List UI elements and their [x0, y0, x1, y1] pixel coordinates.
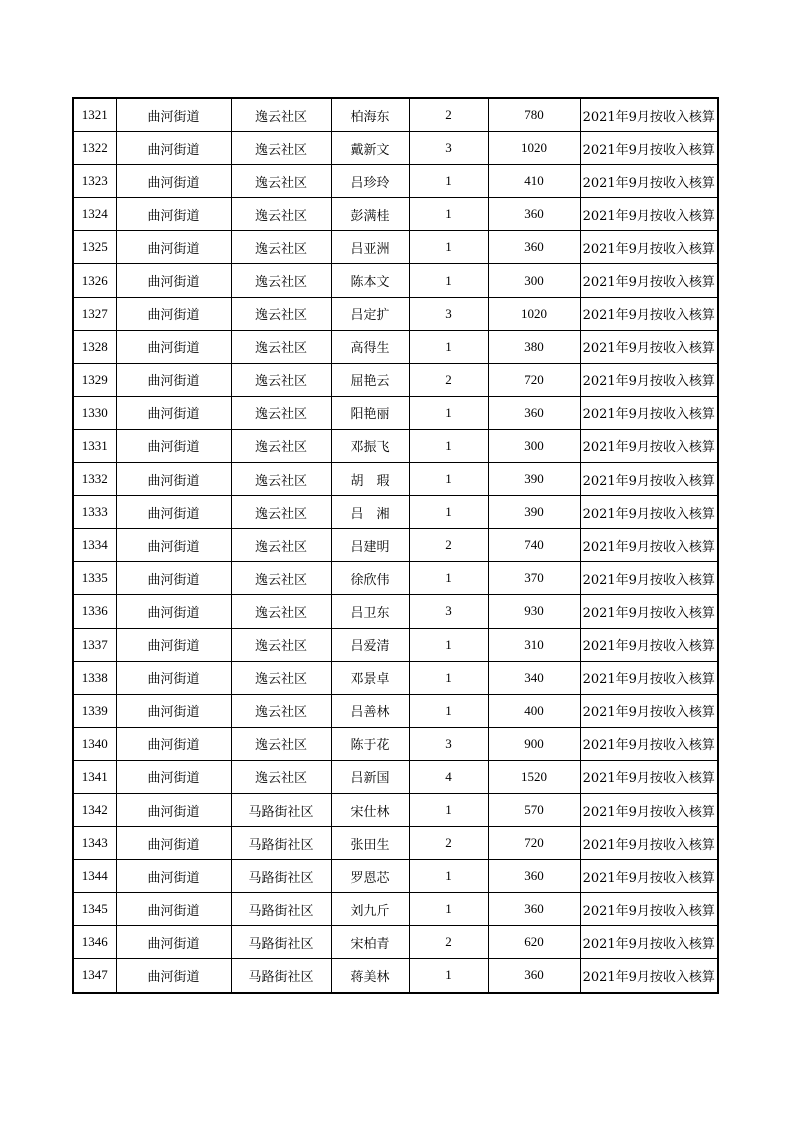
cell-person-name: 阳艳丽 [331, 396, 409, 429]
cell-note: 2021年9月按收入核算 [580, 893, 718, 926]
table-row [73, 231, 718, 264]
cell-amount: 340 [488, 661, 580, 694]
cell-person-name: 吕爱清 [331, 628, 409, 661]
cell-note: 2021年9月按收入核算 [580, 297, 718, 330]
cell-note: 2021年9月按收入核算 [580, 926, 718, 959]
cell-street: 曲河街道 [116, 827, 231, 860]
cell-community: 逸云社区 [231, 760, 331, 793]
cell-amount: 390 [488, 463, 580, 496]
cell-person-name: 吕定扩 [331, 297, 409, 330]
cell-street: 曲河街道 [116, 496, 231, 529]
cell-person-name: 胡 瑕 [331, 463, 409, 496]
cell-serial-number: 1328 [73, 330, 116, 363]
table-row [73, 463, 718, 496]
cell-note: 2021年9月按收入核算 [580, 793, 718, 826]
cell-street: 曲河街道 [116, 363, 231, 396]
cell-note: 2021年9月按收入核算 [580, 529, 718, 562]
cell-street: 曲河街道 [116, 562, 231, 595]
cell-community: 逸云社区 [231, 429, 331, 462]
table-row [73, 661, 718, 694]
cell-note: 2021年9月按收入核算 [580, 330, 718, 363]
cell-person-name: 刘九斤 [331, 893, 409, 926]
table-row [73, 959, 718, 993]
cell-household-size: 1 [409, 694, 488, 727]
cell-amount: 360 [488, 231, 580, 264]
cell-household-size: 3 [409, 132, 488, 165]
cell-street: 曲河街道 [116, 694, 231, 727]
cell-household-size: 2 [409, 529, 488, 562]
cell-street: 曲河街道 [116, 926, 231, 959]
table-row [73, 727, 718, 760]
cell-household-size: 1 [409, 198, 488, 231]
cell-serial-number: 1324 [73, 198, 116, 231]
cell-street: 曲河街道 [116, 860, 231, 893]
cell-street: 曲河街道 [116, 760, 231, 793]
cell-household-size: 3 [409, 595, 488, 628]
table-row [73, 132, 718, 165]
cell-community: 马路街社区 [231, 893, 331, 926]
cell-person-name: 邓景卓 [331, 661, 409, 694]
cell-street: 曲河街道 [116, 463, 231, 496]
cell-community: 逸云社区 [231, 264, 331, 297]
cell-street: 曲河街道 [116, 132, 231, 165]
cell-street: 曲河街道 [116, 198, 231, 231]
cell-household-size: 1 [409, 893, 488, 926]
cell-amount: 900 [488, 727, 580, 760]
cell-serial-number: 1332 [73, 463, 116, 496]
cell-note: 2021年9月按收入核算 [580, 760, 718, 793]
roster-table-body [73, 98, 718, 993]
cell-community: 逸云社区 [231, 529, 331, 562]
cell-note: 2021年9月按收入核算 [580, 562, 718, 595]
table-row [73, 98, 718, 132]
cell-person-name: 柏海东 [331, 98, 409, 132]
table-row [73, 330, 718, 363]
cell-household-size: 1 [409, 330, 488, 363]
cell-street: 曲河街道 [116, 959, 231, 993]
cell-serial-number: 1343 [73, 827, 116, 860]
cell-community: 马路街社区 [231, 926, 331, 959]
table-row [73, 694, 718, 727]
cell-amount: 1020 [488, 297, 580, 330]
cell-serial-number: 1330 [73, 396, 116, 429]
table-row [73, 595, 718, 628]
cell-person-name: 蒋美林 [331, 959, 409, 993]
cell-person-name: 张田生 [331, 827, 409, 860]
cell-amount: 360 [488, 860, 580, 893]
cell-person-name: 屈艳云 [331, 363, 409, 396]
cell-household-size: 4 [409, 760, 488, 793]
cell-street: 曲河街道 [116, 264, 231, 297]
cell-household-size: 1 [409, 959, 488, 993]
cell-community: 逸云社区 [231, 165, 331, 198]
cell-street: 曲河街道 [116, 98, 231, 132]
cell-community: 逸云社区 [231, 363, 331, 396]
cell-serial-number: 1327 [73, 297, 116, 330]
cell-serial-number: 1331 [73, 429, 116, 462]
cell-note: 2021年9月按收入核算 [580, 595, 718, 628]
cell-street: 曲河街道 [116, 330, 231, 363]
cell-amount: 410 [488, 165, 580, 198]
cell-note: 2021年9月按收入核算 [580, 496, 718, 529]
cell-note: 2021年9月按收入核算 [580, 264, 718, 297]
cell-household-size: 1 [409, 661, 488, 694]
cell-person-name: 吕 湘 [331, 496, 409, 529]
cell-serial-number: 1326 [73, 264, 116, 297]
cell-serial-number: 1323 [73, 165, 116, 198]
cell-amount: 1520 [488, 760, 580, 793]
cell-amount: 300 [488, 264, 580, 297]
table-row [73, 760, 718, 793]
table-row [73, 926, 718, 959]
cell-note: 2021年9月按收入核算 [580, 132, 718, 165]
table-row [73, 562, 718, 595]
cell-person-name: 邓振飞 [331, 429, 409, 462]
cell-serial-number: 1333 [73, 496, 116, 529]
cell-note: 2021年9月按收入核算 [580, 363, 718, 396]
cell-street: 曲河街道 [116, 793, 231, 826]
cell-person-name: 罗恩芯 [331, 860, 409, 893]
cell-household-size: 1 [409, 429, 488, 462]
cell-community: 马路街社区 [231, 827, 331, 860]
cell-person-name: 吕建明 [331, 529, 409, 562]
table-row [73, 264, 718, 297]
cell-household-size: 1 [409, 165, 488, 198]
cell-amount: 390 [488, 496, 580, 529]
cell-street: 曲河街道 [116, 297, 231, 330]
cell-street: 曲河街道 [116, 165, 231, 198]
cell-household-size: 2 [409, 363, 488, 396]
cell-serial-number: 1347 [73, 959, 116, 993]
cell-household-size: 1 [409, 264, 488, 297]
cell-person-name: 吕善林 [331, 694, 409, 727]
cell-note: 2021年9月按收入核算 [580, 628, 718, 661]
cell-street: 曲河街道 [116, 429, 231, 462]
table-row [73, 297, 718, 330]
cell-note: 2021年9月按收入核算 [580, 661, 718, 694]
cell-serial-number: 1325 [73, 231, 116, 264]
cell-amount: 400 [488, 694, 580, 727]
cell-community: 逸云社区 [231, 396, 331, 429]
table-row [73, 860, 718, 893]
cell-community: 逸云社区 [231, 595, 331, 628]
cell-person-name: 宋柏青 [331, 926, 409, 959]
cell-note: 2021年9月按收入核算 [580, 694, 718, 727]
roster-table [72, 97, 719, 994]
cell-person-name: 陈于花 [331, 727, 409, 760]
cell-serial-number: 1329 [73, 363, 116, 396]
cell-community: 逸云社区 [231, 628, 331, 661]
table-row [73, 363, 718, 396]
cell-note: 2021年9月按收入核算 [580, 396, 718, 429]
cell-serial-number: 1338 [73, 661, 116, 694]
cell-household-size: 2 [409, 827, 488, 860]
cell-community: 逸云社区 [231, 661, 331, 694]
cell-person-name: 吕卫东 [331, 595, 409, 628]
table-row [73, 429, 718, 462]
cell-person-name: 吕珍玲 [331, 165, 409, 198]
cell-amount: 360 [488, 396, 580, 429]
cell-household-size: 2 [409, 926, 488, 959]
cell-street: 曲河街道 [116, 231, 231, 264]
cell-household-size: 1 [409, 628, 488, 661]
cell-street: 曲河街道 [116, 595, 231, 628]
cell-amount: 310 [488, 628, 580, 661]
cell-person-name: 徐欣伟 [331, 562, 409, 595]
cell-note: 2021年9月按收入核算 [580, 463, 718, 496]
cell-serial-number: 1339 [73, 694, 116, 727]
cell-street: 曲河街道 [116, 727, 231, 760]
cell-serial-number: 1321 [73, 98, 116, 132]
table-row [73, 893, 718, 926]
cell-person-name: 戴新文 [331, 132, 409, 165]
cell-street: 曲河街道 [116, 529, 231, 562]
cell-street: 曲河街道 [116, 893, 231, 926]
cell-community: 逸云社区 [231, 562, 331, 595]
table-row [73, 396, 718, 429]
cell-household-size: 1 [409, 562, 488, 595]
cell-serial-number: 1340 [73, 727, 116, 760]
cell-community: 逸云社区 [231, 727, 331, 760]
cell-amount: 360 [488, 893, 580, 926]
cell-person-name: 彭满桂 [331, 198, 409, 231]
table-row [73, 529, 718, 562]
cell-serial-number: 1337 [73, 628, 116, 661]
cell-note: 2021年9月按收入核算 [580, 198, 718, 231]
cell-note: 2021年9月按收入核算 [580, 231, 718, 264]
cell-person-name: 陈本文 [331, 264, 409, 297]
cell-street: 曲河街道 [116, 661, 231, 694]
cell-household-size: 1 [409, 463, 488, 496]
table-row [73, 198, 718, 231]
cell-amount: 360 [488, 198, 580, 231]
cell-serial-number: 1341 [73, 760, 116, 793]
cell-serial-number: 1342 [73, 793, 116, 826]
cell-community: 逸云社区 [231, 297, 331, 330]
table-row [73, 496, 718, 529]
cell-serial-number: 1346 [73, 926, 116, 959]
cell-person-name: 高得生 [331, 330, 409, 363]
cell-person-name: 宋仕林 [331, 793, 409, 826]
cell-serial-number: 1335 [73, 562, 116, 595]
cell-amount: 360 [488, 959, 580, 993]
cell-amount: 620 [488, 926, 580, 959]
cell-household-size: 2 [409, 98, 488, 132]
cell-amount: 370 [488, 562, 580, 595]
cell-community: 逸云社区 [231, 463, 331, 496]
cell-community: 逸云社区 [231, 198, 331, 231]
cell-amount: 780 [488, 98, 580, 132]
cell-community: 逸云社区 [231, 330, 331, 363]
cell-household-size: 1 [409, 793, 488, 826]
cell-note: 2021年9月按收入核算 [580, 827, 718, 860]
cell-amount: 720 [488, 827, 580, 860]
cell-community: 逸云社区 [231, 231, 331, 264]
cell-amount: 570 [488, 793, 580, 826]
table-row [73, 827, 718, 860]
cell-amount: 930 [488, 595, 580, 628]
cell-note: 2021年9月按收入核算 [580, 429, 718, 462]
cell-note: 2021年9月按收入核算 [580, 860, 718, 893]
cell-community: 马路街社区 [231, 959, 331, 993]
cell-amount: 740 [488, 529, 580, 562]
cell-community: 马路街社区 [231, 793, 331, 826]
cell-amount: 300 [488, 429, 580, 462]
cell-serial-number: 1334 [73, 529, 116, 562]
cell-street: 曲河街道 [116, 628, 231, 661]
cell-community: 逸云社区 [231, 132, 331, 165]
table-row [73, 628, 718, 661]
cell-amount: 1020 [488, 132, 580, 165]
cell-note: 2021年9月按收入核算 [580, 98, 718, 132]
cell-household-size: 1 [409, 496, 488, 529]
cell-household-size: 1 [409, 860, 488, 893]
table-row [73, 793, 718, 826]
cell-community: 马路街社区 [231, 860, 331, 893]
cell-note: 2021年9月按收入核算 [580, 959, 718, 993]
cell-household-size: 3 [409, 297, 488, 330]
cell-community: 逸云社区 [231, 694, 331, 727]
cell-person-name: 吕亚洲 [331, 231, 409, 264]
cell-household-size: 3 [409, 727, 488, 760]
cell-household-size: 1 [409, 231, 488, 264]
cell-amount: 720 [488, 363, 580, 396]
cell-serial-number: 1336 [73, 595, 116, 628]
cell-serial-number: 1322 [73, 132, 116, 165]
cell-community: 逸云社区 [231, 98, 331, 132]
cell-serial-number: 1344 [73, 860, 116, 893]
cell-street: 曲河街道 [116, 396, 231, 429]
cell-note: 2021年9月按收入核算 [580, 165, 718, 198]
cell-household-size: 1 [409, 396, 488, 429]
cell-serial-number: 1345 [73, 893, 116, 926]
cell-person-name: 吕新国 [331, 760, 409, 793]
table-row [73, 165, 718, 198]
cell-note: 2021年9月按收入核算 [580, 727, 718, 760]
cell-amount: 380 [488, 330, 580, 363]
cell-community: 逸云社区 [231, 496, 331, 529]
